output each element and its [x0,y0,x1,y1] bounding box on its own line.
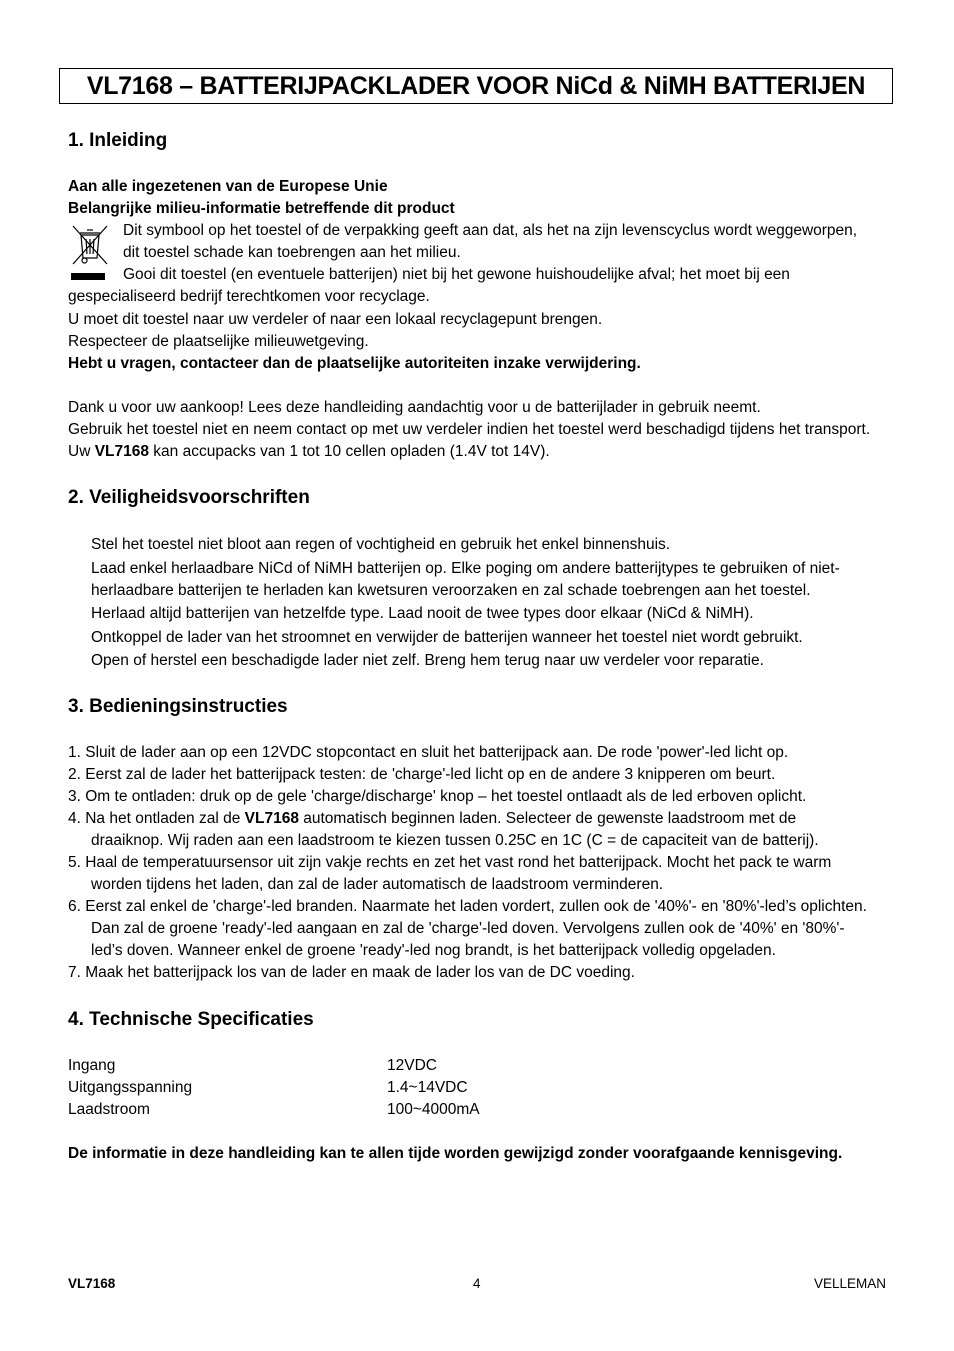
spec-value-uitgangsspanning: 1.4~14VDC [387,1079,468,1096]
footer-model: VL7168 [68,1276,116,1291]
spec-label-uitgangsspanning: Uitgangsspanning [68,1079,193,1096]
weee-text-5: U moet dit toestel naar uw verdeler of naar een lokaal recyclagepunt brengen. [68,311,603,328]
thanks-line-1: Dank u voor uw aankoop! Lees deze handleiding aandachtig voor u de batterijlader in gebruik neemt. [68,399,761,416]
instruction-4 [68,810,796,828]
instruction-4-a: 4. Na het ontladen zal de [68,810,245,827]
weee-text-1: Dit symbool op het toestel of de verpakking geeft aan dat, als het na zijn levenscyclus wordt weggeworpen, [123,222,858,239]
crossed-out-wheelie-bin-icon [70,224,110,282]
weee-text-7: Hebt u vragen, contacteer dan de plaatselijke autoriteiten inzake verwijdering. [68,355,641,372]
safety-line-6: Open of herstel een beschadigde lader niet zelf. Breng hem terug naar uw verdeler voor reparatie. [91,652,764,669]
eu-line-1: Aan alle ingezetenen van de Europese Unie [68,178,388,195]
instruction-3: 3. Om te ontladen: druk op de gele 'charge/discharge' knop – het toestel ontlaadt als de led erboven oplicht. [68,788,807,805]
weee-text-3: Gooi dit toestel (en eventuele batterijen) niet bij het gewone huishoudelijke afval; het moet bij een [123,266,790,283]
weee-text-6: Respecteer de plaatselijke milieuwetgeving. [68,333,369,350]
instruction-7: 7. Maak het batterijpack los van de lader en maak de lader los van de DC voeding. [68,964,635,981]
instruction-6: 6. Eerst zal enkel de 'charge'-led branden. Naarmate het laden vordert, zullen ook de '40%'- en '80%'-led’s oplichten. [68,898,867,915]
thanks-line-3-model: VL7168 [94,443,149,460]
footer-page-number: 4 [473,1276,481,1291]
footer-brand: VELLEMAN [813,1276,886,1291]
safety-line-1: Stel het toestel niet bloot aan regen of vochtigheid en gebruik het enkel binnenshuis. [91,536,671,553]
page-title [59,68,893,104]
disclaimer: De informatie in deze handleiding kan te allen tijde worden gewijzigd zonder voorafgaande kennisgeving. [68,1145,843,1162]
spec-value-ingang: 12VDC [387,1057,437,1074]
weee-text-4: gespecialiseerd bedrijf terechtkomen voor recyclage. [68,288,430,305]
safety-line-5: Ontkoppel de lader van het stroomnet en verwijder de batterijen wanneer het toestel niet wordt gebruikt. [91,629,803,646]
safety-line-2: Laad enkel herlaadbare NiCd of NiMH batterijen op. Elke poging om andere batterijtypes te gebruiken of niet- [91,560,840,577]
thanks-line-3-a: Uw [68,443,95,460]
heading-inleiding: 1. Inleiding [68,130,168,151]
instruction-2: 2. Eerst zal de lader het batterijpack testen: de 'charge'-led licht op en de andere 3 knipperen om beurt. [68,766,776,783]
instruction-5-cont: worden tijdens het laden, dan zal de lader automatisch de laadstroom verminderen. [91,876,664,893]
spec-label-laadstroom: Laadstroom [68,1101,150,1118]
heading-specificaties: 4. Technische Specificaties [68,1009,314,1030]
thanks-line-3 [68,443,550,461]
instruction-6-cont-2: led’s doven. Wanneer enkel de groene 'ready'-led nog brandt, is het batterijpack volledig opgeladen. [91,942,776,959]
spec-label-ingang: Ingang [68,1057,116,1074]
heading-veiligheid: 2. Veiligheidsvoorschriften [68,487,310,508]
page-title-text: VL7168 – BATTERIJPACKLADER VOOR NiCd & NiMH BATTERIJEN [86,71,866,100]
spec-value-laadstroom: 100~4000mA [387,1101,480,1118]
instruction-1: 1. Sluit de lader aan op een 12VDC stopcontact en sluit het batterijpack aan. De rode 'power'-led licht op. [68,744,789,761]
weee-text-2: dit toestel schade kan toebrengen aan het milieu. [123,244,461,261]
safety-line-3: herlaadbare batterijen te herladen kan kwetsuren veroorzaken en zal schade toebrengen aan het toestel. [91,582,811,599]
instruction-6-cont-1: Dan zal de groene 'ready'-led aangaan en zal de 'charge'-led doven. Vervolgens zullen ook de '40%' en '80%'- [91,920,845,937]
safety-line-4: Herlaad altijd batterijen van hetzelfde type. Laad nooit de twee types door elkaar (NiCd & NiMH). [91,605,754,622]
heading-bediening: 3. Bedieningsinstructies [68,696,288,717]
instruction-5: 5. Haal de temperatuursensor uit zijn vakje rechts en zet het vast rond het batterijpack. Mocht het pack te warm [68,854,832,871]
thanks-line-2: Gebruik het toestel niet en neem contact op met uw verdeler indien het toestel werd beschadigd tijdens het transport. [68,421,871,438]
instruction-4-c: automatisch beginnen laden. Selecteer de gewenste laadstroom met de [298,810,797,827]
instruction-4-model: VL7168 [244,810,299,827]
thanks-line-3-c: kan accupacks van 1 tot 10 cellen opladen (1.4V tot 14V). [149,443,550,460]
eu-line-2: Belangrijke milieu-informatie betreffende dit product [68,200,455,217]
instruction-4-cont: draaiknop. Wij raden aan een laadstroom te kiezen tussen 0.25C en 1C (C = de capaciteit van de batterij). [91,832,819,849]
